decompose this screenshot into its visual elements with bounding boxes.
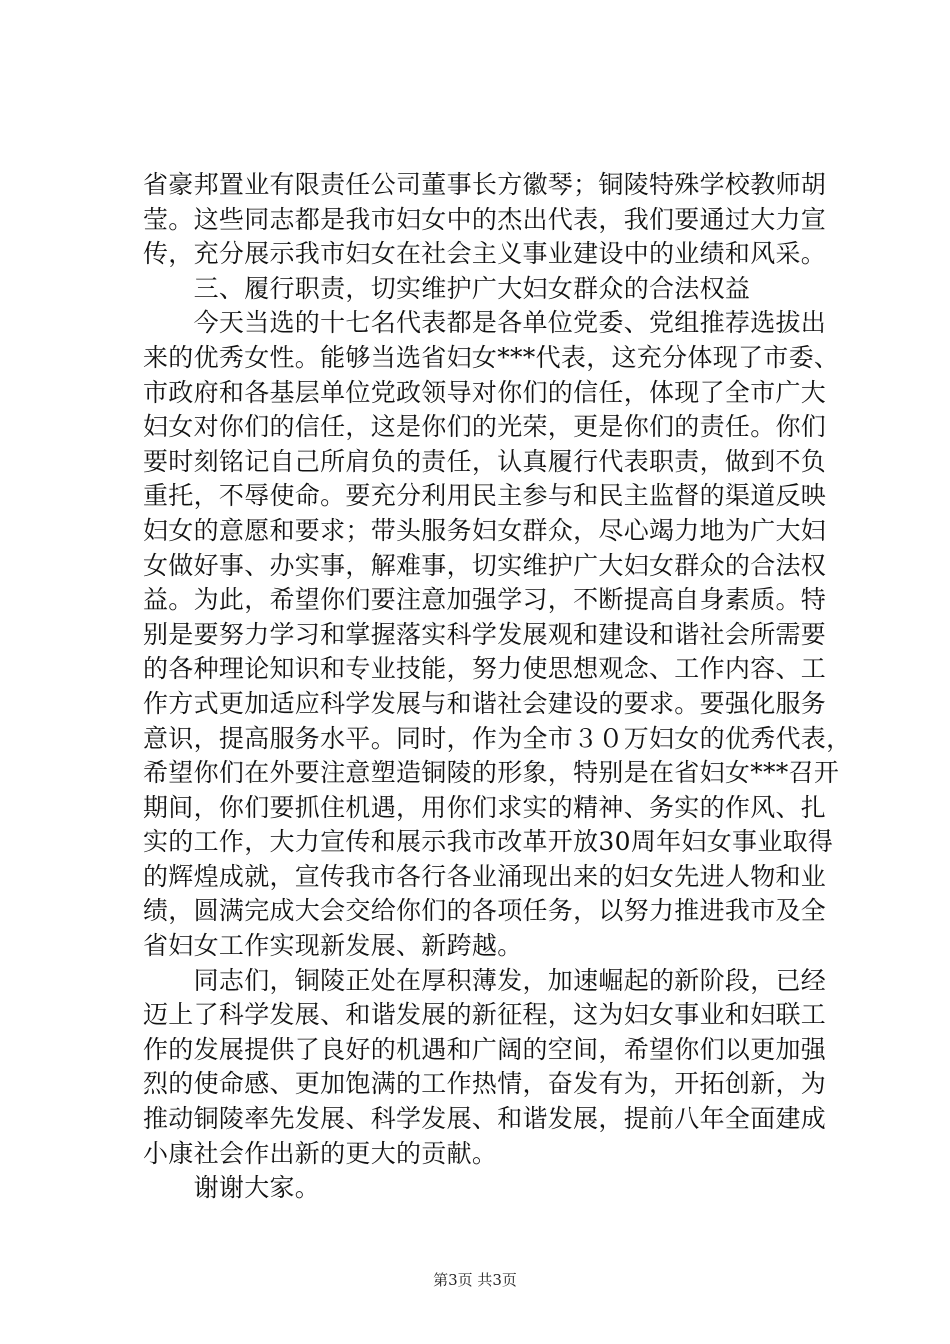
text-line: 期间，你们要抓住机遇，用你们求实的精神、务实的作风、扎 — [143, 792, 827, 822]
text-line: 莹。这些同志都是我市妇女中的杰出代表，我们要通过大力宣 — [143, 204, 827, 234]
text-line: 别是要努力学习和掌握落实科学发展观和建设和谐社会所需要 — [143, 619, 827, 649]
text-line: 推动铜陵率先发展、科学发展、和谐发展，提前八年全面建成 — [143, 1104, 827, 1134]
text-line: 谢谢大家。 — [143, 1173, 321, 1203]
text-line: 重托，不辱使命。要充分利用民主参与和民主监督的渠道反映 — [143, 481, 827, 511]
text-line: 意识，提高服务水平。同时，作为全市３０万妇女的优秀代表， — [143, 723, 852, 753]
text-line: 妇女对你们的信任，这是你们的光荣，更是你们的责任。你们 — [143, 412, 827, 442]
text-line: 来的优秀女性。能够当选省妇女***代表，这充分体现了市委、 — [143, 342, 840, 372]
text-line: 作方式更加适应科学发展与和谐社会建设的要求。要强化服务 — [143, 688, 827, 718]
text-line: 要时刻铭记自己所肩负的责任，认真履行代表职责，做到不负 — [143, 446, 827, 476]
text-line: 迈上了科学发展、和谐发展的新征程，这为妇女事业和妇联工 — [143, 1000, 827, 1030]
text-line: 实的工作，大力宣传和展示我市改革开放30周年妇女事业取得 — [143, 827, 834, 857]
text-line: 三、履行职责，切实维护广大妇女群众的合法权益 — [143, 273, 751, 303]
text-line: 的辉煌成就，宣传我市各行各业涌现出来的妇女先进人物和业 — [143, 861, 827, 891]
text-line: 省豪邦置业有限责任公司董事长方徽琴；铜陵特殊学校教师胡 — [143, 170, 827, 199]
text-line: 市政府和各基层单位党政领导对你们的信任，体现了全市广大 — [143, 377, 827, 407]
text-line: 小康社会作出新的更大的贡献。 — [143, 1138, 498, 1168]
text-line: 作的发展提供了良好的机遇和广阔的空间，希望你们以更加强 — [143, 1034, 827, 1064]
document-body — [143, 168, 852, 1206]
text-line: 绩，圆满完成大会交给你们的各项任务，以努力推进我市及全 — [143, 896, 827, 926]
text-line: 今天当选的十七名代表都是各单位党委、党组推荐选拔出 — [143, 308, 827, 338]
text-line: 希望你们在外要注意塑造铜陵的形象，特别是在省妇女***召开 — [143, 758, 840, 788]
page-footer: 第3页 共3页 — [433, 1271, 517, 1289]
text-line: 烈的使命感、更加饱满的工作热情，奋发有为，开拓创新，为 — [143, 1069, 827, 1099]
text-line: 传，充分展示我市妇女在社会主义事业建设中的业绩和风采。 — [143, 239, 827, 269]
text-line: 女做好事、办实事，解难事，切实维护广大妇女群众的合法权 — [143, 550, 827, 580]
text-line: 同志们，铜陵正处在厚积薄发，加速崛起的新阶段，已经 — [143, 965, 827, 995]
text-line: 的各种理论知识和专业技能，努力使思想观念、工作内容、工 — [143, 654, 827, 684]
text-line: 省妇女工作实现新发展、新跨越。 — [143, 931, 523, 961]
text-line: 益。为此，希望你们要注意加强学习，不断提高自身素质。特 — [143, 585, 827, 615]
text-line: 妇女的意愿和要求；带头服务妇女群众，尽心竭力地为广大妇 — [143, 515, 827, 545]
